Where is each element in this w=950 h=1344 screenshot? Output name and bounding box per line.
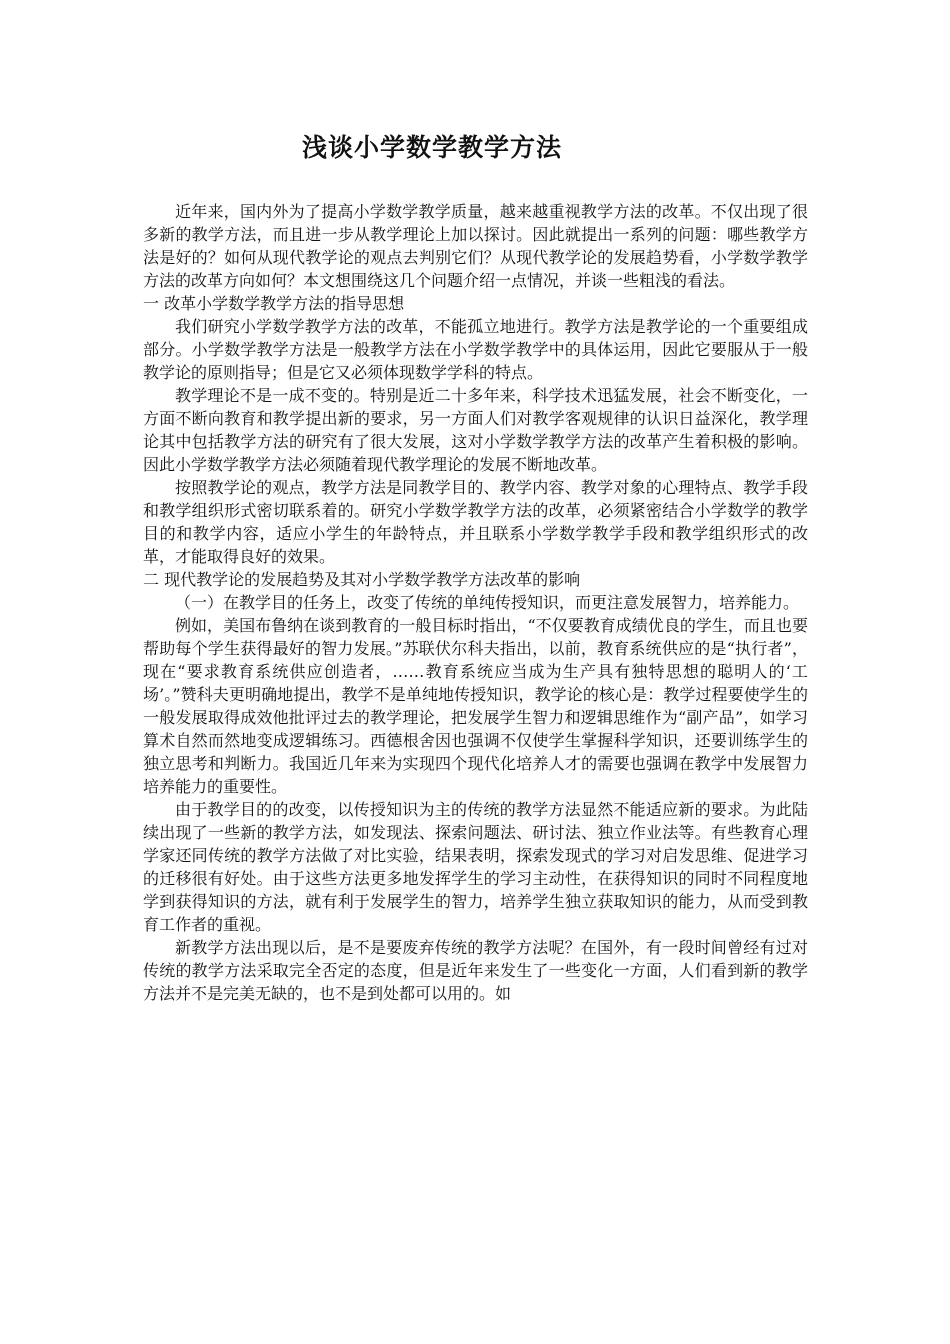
paragraph: 我们研究小学数学教学方法的改革，不能孤立地进行。教学方法是教学论的一个重要组成部分。小学数学教学方法是一般教学方法在小学数学教学中的具体运用，因此它要服从于一般教学论的原则指导；但是它又必须体现数学学科的特点。 [143,317,808,382]
section-heading-1: 一 改革小学数学教学方法的指导思想 [143,294,405,313]
paragraph: 按照教学论的观点，教学方法是同教学目的、教学内容、教学对象的心理特点、教学手段和教学组织形式密切联系着的。研究小学数学教学方法的改革，必须紧密结合小学数学的教学目的和教学内容，适应小学生的年龄特点，并且联系小学数学教学手段和教学组织形式的改革，才能取得良好的效果。 [143,478,808,566]
paragraph: 例如，美国布鲁纳在谈到教育的一般目标时指出，“不仅要教育成绩优良的学生，而且也要帮助每个学生获得最好的智力发展。”苏联伏尔科夫指出，以前，教育系统供应的是“执行者”，现在“要求教育系统供应创造者，……教育系统应当成为生产具有独特思想的聪明人的‘工场’。”赞科夫更明确地提出，教学不是单纯地传授知识，教学论的核心是：教学过程要使学生的一般发展取得成效他批评过去的教学理论，把发展学生智力和逻辑思维作为“副产品”，如学习算术自然而然地变成逻辑练习。西德根舍因也强调不仅使学生掌握科学知识，还要训练学生的独立思考和判断力。我国近几年来为实现四个现代化培养人才的需要也强调在教学中发展智力培养能力的重要性。 [143,616,808,796]
paragraph: 新教学方法出现以后，是不是要废弃传统的教学方法呢？在国外，有一段时间曾经有过对传统的教学方法采取完全否定的态度，但是近年来发生了一些变化一方面，人们看到新的教学方法并不是完美无缺的，也不是到处都可以用的。如 [143,938,808,1003]
paragraph-intro: 近年来，国内外为了提高小学数学教学质量，越来越重视教学方法的改革。不仅出现了很多新的教学方法，而且进一步从教学理论上加以探讨。因此就提出一系列的问题：哪些教学方法是好的？如何从现代教学论的观点去判别它们？从现代教学论的发展趋势看，小学数学教学方法的改革方向如何？本文想围绕这几个问题介绍一点情况，并谈一些粗浅的看法。 [143,202,808,290]
section-heading-2: 二 现代教学论的发展趋势及其对小学数学教学方法改革的影响 [143,570,581,589]
subsection-paragraph: （一）在教学目的任务上，改变了传统的单纯传授知识，而更注意发展智力，培养能力。 [175,593,800,612]
document-title: 浅谈小学数学教学方法 [301,133,562,162]
paragraph: 由于教学目的的改变，以传授知识为主的传统的教学方法显然不能适应新的要求。为此陆续出现了一些新的教学方法，如发现法、探索问题法、研讨法、独立作业法等。有些教育心理学家还同传统的教学方法做了对比实验，结果表明，探索发现式的学习对启发思维、促进学习的迁移很有好处。由于这些方法更多地发挥学生的学习主动性，在获得知识的同时不同程度地学到获得知识的方法，就有利于发展学生的智力，培养学生独立获取知识的能力，从而受到教育工作者的重视。 [143,800,808,934]
document-body [143,200,808,1005]
paragraph: 教学理论不是一成不变的。特别是近二十多年来，科学技术迅猛发展，社会不断变化，一方面不断向教育和教学提出新的要求，另一方面人们对教学客观规律的认识日益深化，教学理论其中包括教学方法的研究有了很大发展，这对小学数学教学方法的改革产生着积极的影响。因此小学数学教学方法必须随着现代教学理论的发展不断地改革。 [143,386,808,474]
